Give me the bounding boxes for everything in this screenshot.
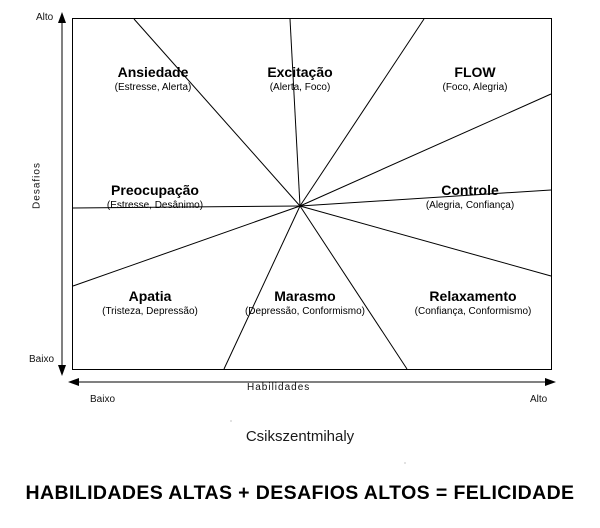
x-axis-high-label: Alto	[530, 394, 548, 405]
cell-title: FLOW	[454, 64, 496, 80]
cell-subtitle: (Tristeza, Depressão)	[102, 306, 198, 317]
cell-flow	[400, 64, 550, 95]
cell-title: Relaxamento	[429, 288, 517, 304]
cell-title: Controle	[441, 182, 499, 198]
scan-speck-icon	[404, 462, 406, 464]
cell-subtitle: (Estresse, Desânimo)	[106, 200, 204, 211]
summary-banner: HABILIDADES ALTAS + DESAFIOS ALTOS = FELICIDADE	[25, 482, 575, 504]
y-axis-title: Desafios	[31, 162, 43, 209]
x-axis-title: Habilidades	[247, 382, 311, 393]
cell-ansiedade	[88, 64, 218, 95]
cell-subtitle: (Confiança, Conformismo)	[414, 306, 532, 317]
cell-relaxamento	[393, 288, 553, 319]
cell-subtitle: (Depressão, Conformismo)	[244, 306, 366, 317]
author-caption: Csikszentmihaly	[245, 428, 355, 445]
x-axis-low-label: Baixo	[90, 394, 116, 405]
cell-apatia	[85, 288, 215, 319]
cell-subtitle: (Estresse, Alerta)	[114, 82, 192, 93]
cell-subtitle: (Alerta, Foco)	[269, 82, 331, 93]
y-axis-low-label: Baixo	[29, 354, 55, 365]
cell-subtitle: (Foco, Alegria)	[442, 82, 508, 93]
scan-speck-icon	[230, 420, 232, 422]
cell-title: Apatia	[128, 288, 172, 304]
cell-subtitle: (Alegria, Confiança)	[425, 200, 515, 211]
cell-title: Preocupação	[111, 182, 199, 198]
cell-controle	[395, 182, 545, 213]
cell-excitacao	[235, 64, 365, 95]
cell-marasmo	[225, 288, 385, 319]
cell-title: Ansiedade	[117, 64, 189, 80]
cell-title: Marasmo	[274, 288, 336, 304]
y-axis-high-label: Alto	[36, 12, 54, 23]
cell-preocupacao	[80, 182, 230, 213]
cell-title: Excitação	[267, 64, 333, 80]
